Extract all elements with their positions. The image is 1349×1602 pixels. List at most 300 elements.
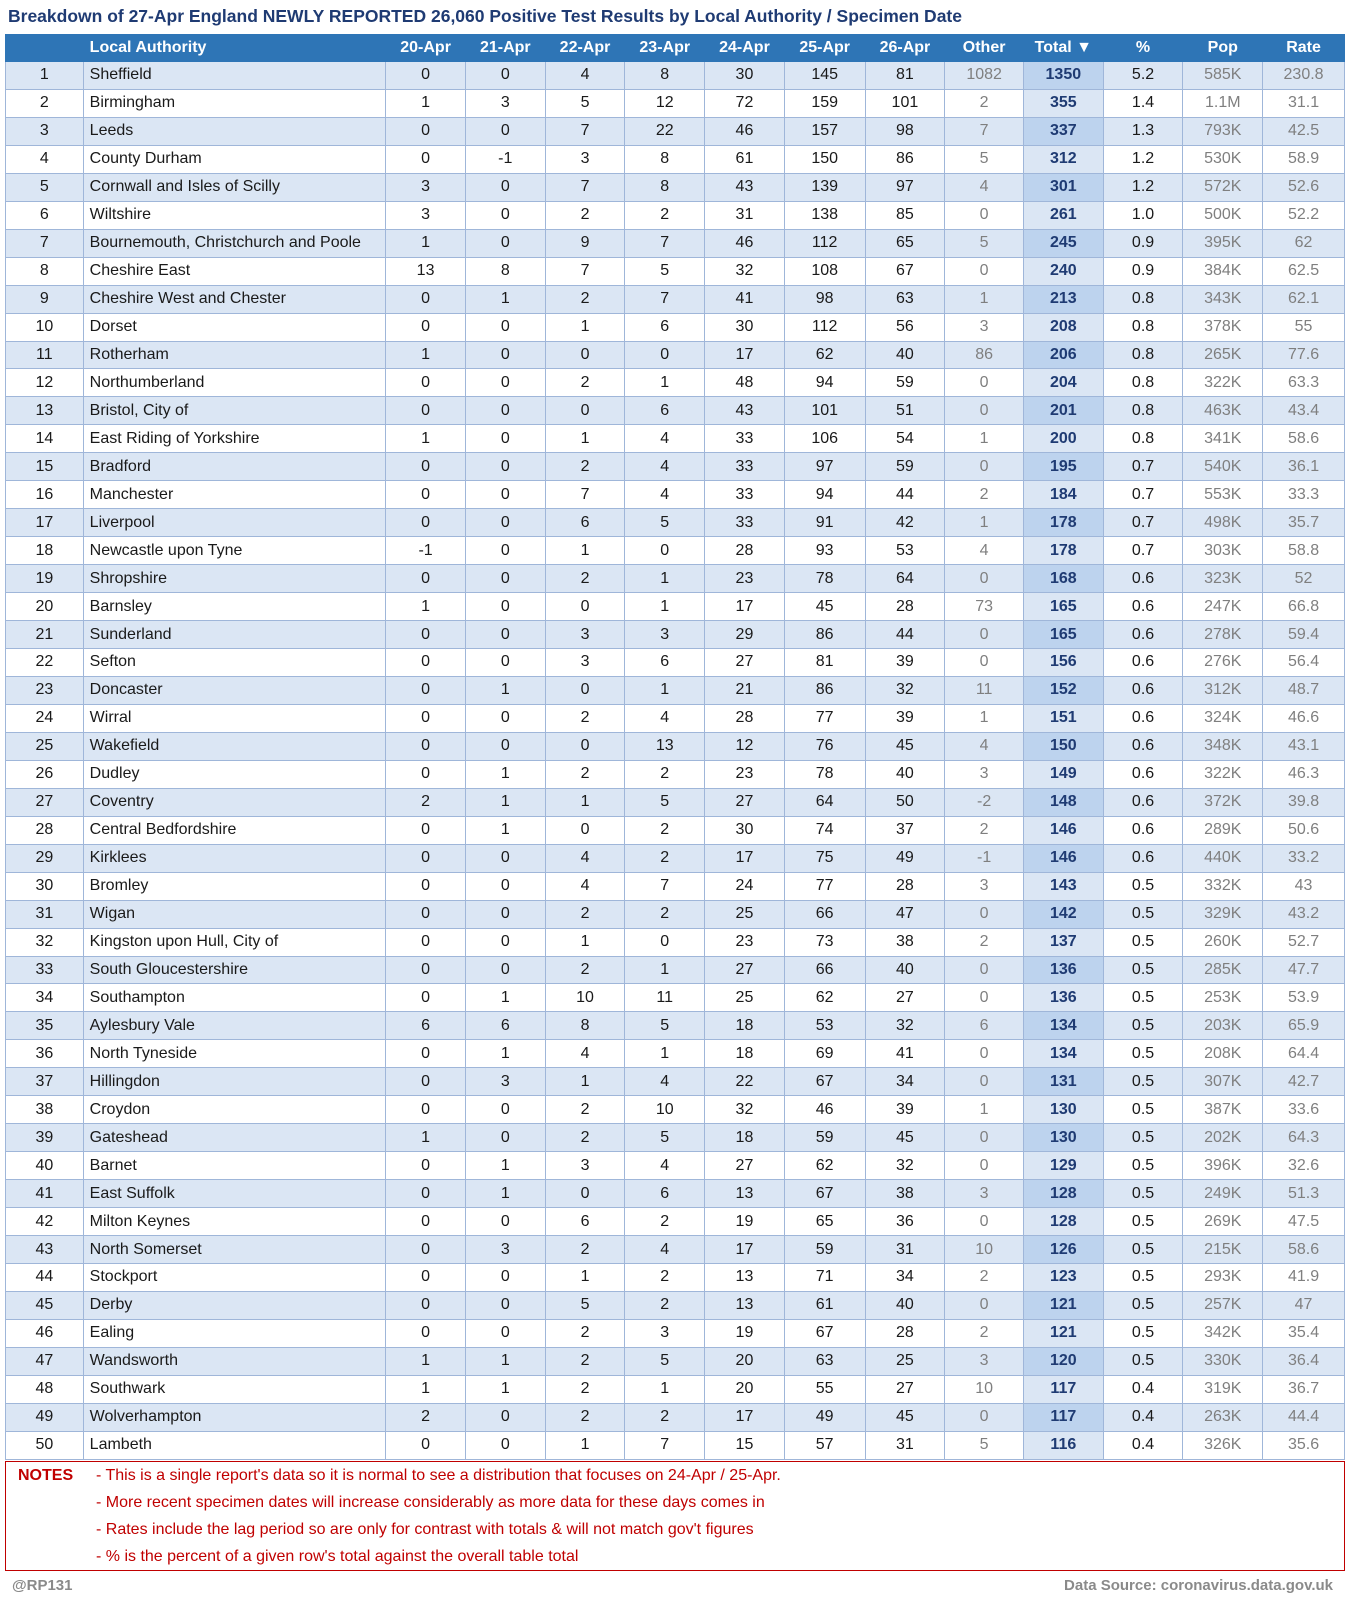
- cell-pop: 253K: [1183, 984, 1263, 1012]
- cell-rank: 9: [6, 285, 84, 313]
- column-header-percent: %: [1103, 35, 1183, 62]
- cell-pop: 372K: [1183, 788, 1263, 816]
- cell-total: 156: [1023, 649, 1103, 677]
- cell-25-apr: 71: [784, 1263, 865, 1291]
- cell-percent: 0.5: [1103, 1180, 1183, 1208]
- cell-21-apr: 0: [465, 956, 545, 984]
- cell-local-authority: Sunderland: [83, 621, 386, 649]
- cell-21-apr: 0: [465, 369, 545, 397]
- cell-pop: 384K: [1183, 257, 1263, 285]
- column-header-rank: [6, 35, 84, 62]
- cell-26-apr: 27: [865, 984, 945, 1012]
- cell-rank: 32: [6, 928, 84, 956]
- cell-total: 195: [1023, 453, 1103, 481]
- cell-percent: 0.8: [1103, 341, 1183, 369]
- notes-label: NOTES: [18, 1467, 74, 1484]
- cell-21-apr: 8: [465, 257, 545, 285]
- cell-percent: 0.5: [1103, 1040, 1183, 1068]
- cell-20-apr: 0: [386, 1152, 466, 1180]
- cell-rate: 46.3: [1263, 760, 1345, 788]
- cell-local-authority: Barnsley: [83, 593, 386, 621]
- cell-rate: 58.8: [1263, 537, 1345, 565]
- cell-22-apr: 2: [545, 201, 625, 229]
- cell-total: 146: [1023, 816, 1103, 844]
- cell-20-apr: 1: [386, 593, 466, 621]
- cell-23-apr: 1: [625, 369, 705, 397]
- cell-20-apr: 0: [386, 1040, 466, 1068]
- cell-percent: 0.6: [1103, 816, 1183, 844]
- cell-21-apr: 3: [465, 89, 545, 117]
- cell-22-apr: 7: [545, 117, 625, 145]
- table-row: [6, 928, 1345, 956]
- cell-total: 126: [1023, 1236, 1103, 1264]
- cell-local-authority: East Suffolk: [83, 1180, 386, 1208]
- cell-rate: 77.6: [1263, 341, 1345, 369]
- cell-percent: 0.5: [1103, 956, 1183, 984]
- cell-25-apr: 91: [784, 509, 865, 537]
- cell-26-apr: 45: [865, 1124, 945, 1152]
- table-row: [6, 509, 1345, 537]
- cell-percent: 0.6: [1103, 732, 1183, 760]
- cell-20-apr: 2: [386, 1403, 466, 1431]
- cell-24-apr: 25: [705, 900, 785, 928]
- cell-percent: 0.6: [1103, 621, 1183, 649]
- column-header-total[interactable]: Total ▼: [1023, 35, 1103, 62]
- cell-pop: 585K: [1183, 62, 1263, 90]
- cell-21-apr: -1: [465, 145, 545, 173]
- cell-23-apr: 1: [625, 593, 705, 621]
- cell-22-apr: 4: [545, 1040, 625, 1068]
- cell-local-authority: Dudley: [83, 760, 386, 788]
- cell-pop: 285K: [1183, 956, 1263, 984]
- cell-local-authority: Ealing: [83, 1319, 386, 1347]
- cell-22-apr: 4: [545, 62, 625, 90]
- cell-20-apr: 0: [386, 844, 466, 872]
- cell-pop: 202K: [1183, 1124, 1263, 1152]
- cell-other: 1: [945, 1096, 1024, 1124]
- cell-25-apr: 49: [784, 1403, 865, 1431]
- cell-other: 0: [945, 1040, 1024, 1068]
- cell-21-apr: 0: [465, 229, 545, 257]
- cell-23-apr: 8: [625, 145, 705, 173]
- cell-pop: 500K: [1183, 201, 1263, 229]
- header-row: [6, 35, 1345, 62]
- table-row: [6, 1208, 1345, 1236]
- cell-25-apr: 61: [784, 1291, 865, 1319]
- cell-other: 3: [945, 872, 1024, 900]
- cell-24-apr: 18: [705, 1012, 785, 1040]
- cell-local-authority: Wakefield: [83, 732, 386, 760]
- cell-26-apr: 32: [865, 676, 945, 704]
- cell-rate: 36.7: [1263, 1375, 1345, 1403]
- cell-21-apr: 1: [465, 984, 545, 1012]
- cell-total: 148: [1023, 788, 1103, 816]
- cell-rank: 13: [6, 397, 84, 425]
- table-row: [6, 1068, 1345, 1096]
- cell-rank: 29: [6, 844, 84, 872]
- cell-total: 312: [1023, 145, 1103, 173]
- cell-24-apr: 18: [705, 1124, 785, 1152]
- cell-22-apr: 0: [545, 676, 625, 704]
- cell-other: 0: [945, 649, 1024, 677]
- cell-total: 131: [1023, 1068, 1103, 1096]
- cell-24-apr: 20: [705, 1347, 785, 1375]
- cell-rank: 16: [6, 481, 84, 509]
- cell-local-authority: Liverpool: [83, 509, 386, 537]
- cell-rate: 35.6: [1263, 1431, 1345, 1459]
- cell-rate: 62: [1263, 229, 1345, 257]
- cell-25-apr: 74: [784, 816, 865, 844]
- cell-26-apr: 40: [865, 956, 945, 984]
- cell-20-apr: 1: [386, 229, 466, 257]
- cell-25-apr: 157: [784, 117, 865, 145]
- cell-23-apr: 2: [625, 1291, 705, 1319]
- cell-pop: 540K: [1183, 453, 1263, 481]
- cell-percent: 0.9: [1103, 229, 1183, 257]
- cell-21-apr: 0: [465, 1208, 545, 1236]
- cell-pop: 289K: [1183, 816, 1263, 844]
- column-header-other: Other: [945, 35, 1024, 62]
- table-row: [6, 1012, 1345, 1040]
- cell-20-apr: 2: [386, 788, 466, 816]
- cell-20-apr: 0: [386, 509, 466, 537]
- cell-26-apr: 42: [865, 509, 945, 537]
- cell-rate: 42.7: [1263, 1068, 1345, 1096]
- cell-other: 4: [945, 537, 1024, 565]
- cell-25-apr: 77: [784, 704, 865, 732]
- cell-21-apr: 0: [465, 341, 545, 369]
- cell-25-apr: 64: [784, 788, 865, 816]
- cell-percent: 0.4: [1103, 1375, 1183, 1403]
- cell-20-apr: 6: [386, 1012, 466, 1040]
- cell-pop: 312K: [1183, 676, 1263, 704]
- cell-rate: 44.4: [1263, 1403, 1345, 1431]
- cell-23-apr: 6: [625, 313, 705, 341]
- table-row: [6, 1263, 1345, 1291]
- cell-26-apr: 36: [865, 1208, 945, 1236]
- table-row: [6, 1375, 1345, 1403]
- table-row: [6, 537, 1345, 565]
- cell-other: 0: [945, 1068, 1024, 1096]
- cell-rate: 39.8: [1263, 788, 1345, 816]
- cell-total: 136: [1023, 984, 1103, 1012]
- cell-24-apr: 43: [705, 397, 785, 425]
- cell-25-apr: 46: [784, 1096, 865, 1124]
- cell-20-apr: -1: [386, 537, 466, 565]
- cell-25-apr: 65: [784, 1208, 865, 1236]
- cell-local-authority: Dorset: [83, 313, 386, 341]
- table-body: [6, 62, 1345, 1460]
- cell-25-apr: 55: [784, 1375, 865, 1403]
- cell-local-authority: Bradford: [83, 453, 386, 481]
- cell-pop: 269K: [1183, 1208, 1263, 1236]
- cell-percent: 1.0: [1103, 201, 1183, 229]
- cell-23-apr: 8: [625, 173, 705, 201]
- cell-percent: 0.5: [1103, 900, 1183, 928]
- cell-other: 1: [945, 704, 1024, 732]
- cell-percent: 0.5: [1103, 1124, 1183, 1152]
- cell-rank: 20: [6, 593, 84, 621]
- cell-local-authority: Central Bedfordshire: [83, 816, 386, 844]
- cell-local-authority: Kirklees: [83, 844, 386, 872]
- cell-pop: 208K: [1183, 1040, 1263, 1068]
- cell-rank: 1: [6, 62, 84, 90]
- cell-20-apr: 0: [386, 900, 466, 928]
- cell-23-apr: 7: [625, 872, 705, 900]
- cell-20-apr: 0: [386, 984, 466, 1012]
- cell-20-apr: 0: [386, 676, 466, 704]
- cell-23-apr: 2: [625, 1208, 705, 1236]
- cell-26-apr: 40: [865, 1291, 945, 1319]
- cell-total: 117: [1023, 1403, 1103, 1431]
- cell-pop: 332K: [1183, 872, 1263, 900]
- cell-25-apr: 97: [784, 453, 865, 481]
- cell-20-apr: 0: [386, 1180, 466, 1208]
- cell-local-authority: Croydon: [83, 1096, 386, 1124]
- cell-22-apr: 1: [545, 788, 625, 816]
- cell-25-apr: 53: [784, 1012, 865, 1040]
- cell-26-apr: 40: [865, 341, 945, 369]
- cell-total: 130: [1023, 1124, 1103, 1152]
- cell-other: 0: [945, 1291, 1024, 1319]
- cell-local-authority: Wandsworth: [83, 1347, 386, 1375]
- cell-21-apr: 0: [465, 844, 545, 872]
- column-header-26-apr: 26-Apr: [865, 35, 945, 62]
- cell-24-apr: 17: [705, 1236, 785, 1264]
- cell-rank: 40: [6, 1152, 84, 1180]
- cell-26-apr: 81: [865, 62, 945, 90]
- cell-23-apr: 5: [625, 788, 705, 816]
- cell-other: -1: [945, 844, 1024, 872]
- cell-rate: 47: [1263, 1291, 1345, 1319]
- cell-25-apr: 57: [784, 1431, 865, 1459]
- cell-26-apr: 31: [865, 1236, 945, 1264]
- cell-total: 213: [1023, 285, 1103, 313]
- cell-rank: 30: [6, 872, 84, 900]
- cell-26-apr: 65: [865, 229, 945, 257]
- cell-rate: 58.6: [1263, 1236, 1345, 1264]
- cell-local-authority: Wirral: [83, 704, 386, 732]
- cell-21-apr: 0: [465, 928, 545, 956]
- results-table: [5, 34, 1345, 1460]
- cell-local-authority: Southampton: [83, 984, 386, 1012]
- cell-22-apr: 10: [545, 984, 625, 1012]
- cell-24-apr: 29: [705, 621, 785, 649]
- cell-24-apr: 31: [705, 201, 785, 229]
- cell-percent: 0.5: [1103, 1096, 1183, 1124]
- cell-local-authority: Bromley: [83, 872, 386, 900]
- cell-26-apr: 39: [865, 1096, 945, 1124]
- cell-23-apr: 5: [625, 1124, 705, 1152]
- cell-21-apr: 1: [465, 1347, 545, 1375]
- cell-local-authority: Derby: [83, 1291, 386, 1319]
- column-header-21-apr: 21-Apr: [465, 35, 545, 62]
- cell-26-apr: 53: [865, 537, 945, 565]
- cell-26-apr: 34: [865, 1263, 945, 1291]
- cell-local-authority: Bournemouth, Christchurch and Poole: [83, 229, 386, 257]
- cell-local-authority: South Gloucestershire: [83, 956, 386, 984]
- cell-23-apr: 7: [625, 1431, 705, 1459]
- cell-26-apr: 49: [865, 844, 945, 872]
- cell-25-apr: 45: [784, 593, 865, 621]
- cell-local-authority: Bristol, City of: [83, 397, 386, 425]
- cell-24-apr: 33: [705, 453, 785, 481]
- cell-rank: 34: [6, 984, 84, 1012]
- cell-23-apr: 4: [625, 453, 705, 481]
- cell-percent: 0.7: [1103, 509, 1183, 537]
- cell-total: 143: [1023, 872, 1103, 900]
- table-row: [6, 984, 1345, 1012]
- cell-24-apr: 25: [705, 984, 785, 1012]
- column-header-20-apr: 20-Apr: [386, 35, 466, 62]
- table-row: [6, 649, 1345, 677]
- cell-21-apr: 1: [465, 1375, 545, 1403]
- cell-pop: 572K: [1183, 173, 1263, 201]
- cell-total: 150: [1023, 732, 1103, 760]
- cell-23-apr: 0: [625, 928, 705, 956]
- cell-20-apr: 0: [386, 1319, 466, 1347]
- cell-26-apr: 47: [865, 900, 945, 928]
- data-source: Data Source: coronavirus.data.gov.uk: [1064, 1577, 1333, 1594]
- cell-23-apr: 4: [625, 704, 705, 732]
- cell-other: 2: [945, 928, 1024, 956]
- cell-pop: 440K: [1183, 844, 1263, 872]
- cell-rank: 43: [6, 1236, 84, 1264]
- column-header-24-apr: 24-Apr: [705, 35, 785, 62]
- cell-22-apr: 2: [545, 900, 625, 928]
- cell-22-apr: 5: [545, 89, 625, 117]
- cell-local-authority: Cheshire East: [83, 257, 386, 285]
- cell-rank: 38: [6, 1096, 84, 1124]
- cell-pop: 395K: [1183, 229, 1263, 257]
- cell-local-authority: Birmingham: [83, 89, 386, 117]
- cell-26-apr: 31: [865, 1431, 945, 1459]
- cell-pop: 319K: [1183, 1375, 1263, 1403]
- cell-25-apr: 145: [784, 62, 865, 90]
- cell-25-apr: 106: [784, 425, 865, 453]
- cell-24-apr: 33: [705, 425, 785, 453]
- cell-26-apr: 59: [865, 453, 945, 481]
- cell-rank: 46: [6, 1319, 84, 1347]
- cell-rate: 64.4: [1263, 1040, 1345, 1068]
- cell-21-apr: 1: [465, 1040, 545, 1068]
- cell-rank: 18: [6, 537, 84, 565]
- cell-total: 134: [1023, 1012, 1103, 1040]
- cell-20-apr: 0: [386, 397, 466, 425]
- cell-21-apr: 1: [465, 676, 545, 704]
- table-row: [6, 844, 1345, 872]
- cell-percent: 1.2: [1103, 173, 1183, 201]
- cell-rank: 25: [6, 732, 84, 760]
- cell-25-apr: 94: [784, 369, 865, 397]
- cell-rank: 37: [6, 1068, 84, 1096]
- cell-rank: 3: [6, 117, 84, 145]
- cell-20-apr: 0: [386, 565, 466, 593]
- table-row: [6, 62, 1345, 90]
- note-line-2: - More recent specimen dates will increase considerably as more data for these days comes in: [96, 1494, 765, 1511]
- cell-24-apr: 30: [705, 313, 785, 341]
- cell-local-authority: East Riding of Yorkshire: [83, 425, 386, 453]
- cell-rate: 43: [1263, 872, 1345, 900]
- cell-rate: 42.5: [1263, 117, 1345, 145]
- cell-rate: 58.9: [1263, 145, 1345, 173]
- cell-22-apr: 0: [545, 732, 625, 760]
- cell-other: 0: [945, 1152, 1024, 1180]
- cell-22-apr: 1: [545, 313, 625, 341]
- cell-22-apr: 0: [545, 593, 625, 621]
- table-row: [6, 369, 1345, 397]
- cell-24-apr: 28: [705, 704, 785, 732]
- cell-25-apr: 86: [784, 676, 865, 704]
- cell-pop: 396K: [1183, 1152, 1263, 1180]
- cell-pop: 343K: [1183, 285, 1263, 313]
- cell-21-apr: 0: [465, 117, 545, 145]
- cell-rate: 36.1: [1263, 453, 1345, 481]
- cell-22-apr: 2: [545, 1096, 625, 1124]
- cell-24-apr: 22: [705, 1068, 785, 1096]
- cell-22-apr: 2: [545, 369, 625, 397]
- cell-rate: 58.6: [1263, 425, 1345, 453]
- table-row: [6, 453, 1345, 481]
- cell-24-apr: 27: [705, 956, 785, 984]
- cell-23-apr: 6: [625, 649, 705, 677]
- cell-20-apr: 1: [386, 1347, 466, 1375]
- cell-percent: 0.5: [1103, 1263, 1183, 1291]
- cell-23-apr: 4: [625, 425, 705, 453]
- cell-pop: 215K: [1183, 1236, 1263, 1264]
- cell-rate: 47.7: [1263, 956, 1345, 984]
- cell-22-apr: 8: [545, 1012, 625, 1040]
- cell-rate: 43.2: [1263, 900, 1345, 928]
- cell-25-apr: 76: [784, 732, 865, 760]
- cell-total: 137: [1023, 928, 1103, 956]
- cell-26-apr: 64: [865, 565, 945, 593]
- cell-25-apr: 67: [784, 1180, 865, 1208]
- cell-26-apr: 101: [865, 89, 945, 117]
- cell-24-apr: 33: [705, 509, 785, 537]
- cell-22-apr: 6: [545, 509, 625, 537]
- cell-21-apr: 0: [465, 537, 545, 565]
- cell-local-authority: Cornwall and Isles of Scilly: [83, 173, 386, 201]
- cell-percent: 0.5: [1103, 1347, 1183, 1375]
- cell-25-apr: 86: [784, 621, 865, 649]
- cell-other: 0: [945, 956, 1024, 984]
- cell-23-apr: 7: [625, 229, 705, 257]
- cell-25-apr: 59: [784, 1236, 865, 1264]
- cell-24-apr: 27: [705, 788, 785, 816]
- cell-22-apr: 4: [545, 844, 625, 872]
- cell-total: 136: [1023, 956, 1103, 984]
- cell-26-apr: 51: [865, 397, 945, 425]
- cell-rate: 35.7: [1263, 509, 1345, 537]
- cell-percent: 0.5: [1103, 1152, 1183, 1180]
- cell-21-apr: 0: [465, 425, 545, 453]
- cell-20-apr: 0: [386, 872, 466, 900]
- cell-total: 121: [1023, 1291, 1103, 1319]
- cell-rank: 23: [6, 676, 84, 704]
- cell-rate: 33.2: [1263, 844, 1345, 872]
- cell-24-apr: 43: [705, 173, 785, 201]
- cell-pop: 326K: [1183, 1431, 1263, 1459]
- cell-21-apr: 0: [465, 173, 545, 201]
- cell-rate: 63.3: [1263, 369, 1345, 397]
- cell-rate: 62.1: [1263, 285, 1345, 313]
- cell-rank: 27: [6, 788, 84, 816]
- cell-24-apr: 23: [705, 565, 785, 593]
- cell-local-authority: Wigan: [83, 900, 386, 928]
- cell-26-apr: 37: [865, 816, 945, 844]
- table-row: [6, 1403, 1345, 1431]
